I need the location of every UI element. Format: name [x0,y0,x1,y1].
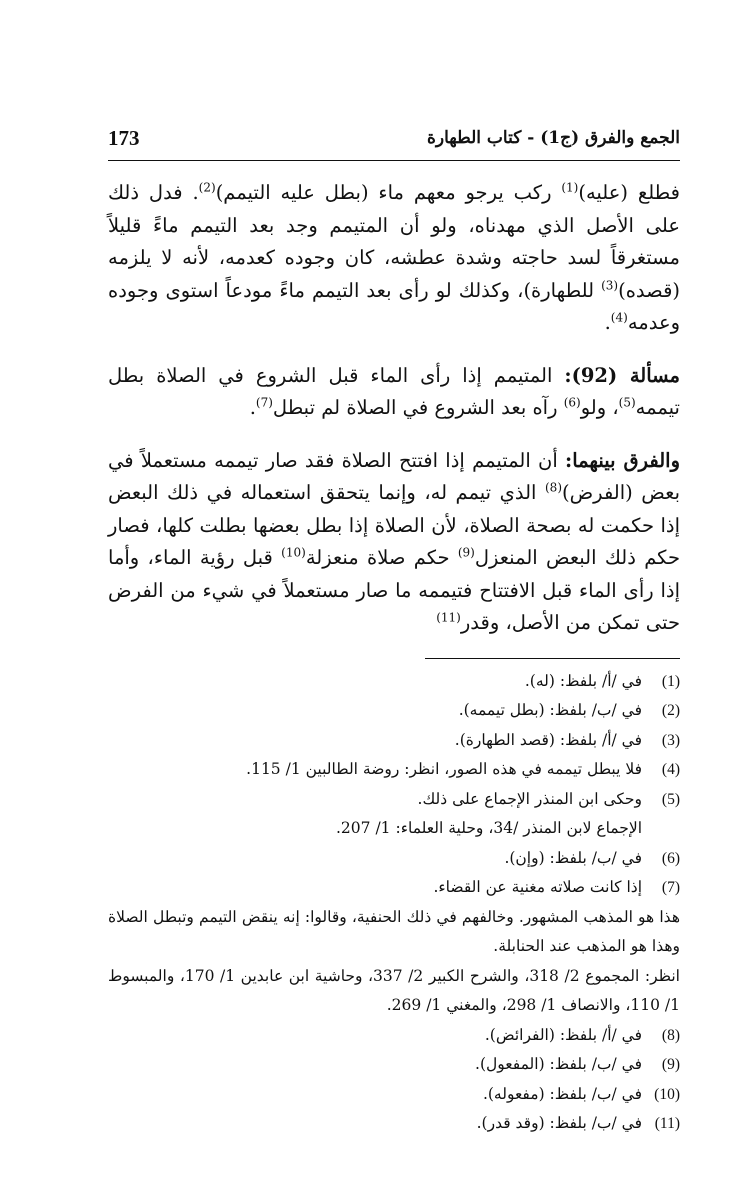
footnote-text: في /أ/ بلفظ: (له). [524,671,642,690]
footnote-number: (7) [661,879,680,896]
footnote-ref-7: (7) [255,395,273,410]
paragraph-1 [108,177,680,340]
text-run: ، ولو [580,396,619,419]
footnote-item [108,696,680,726]
footnote-separator [425,658,680,659]
running-title: الجمع والفرق (ج1) - كتاب الطهارة [427,128,680,148]
main-text [108,177,680,640]
footnote-ref-5: (5) [618,395,636,410]
text-run: فطلع (عليه) [578,181,680,204]
footnote-number: (3) [661,731,680,749]
footnote-continuation: انظر: المجموع 2/ 318، والشرح الكبير 2/ 337، وحاشية ابن عابدين 1/ 170، والمبسوط 1/ 110، والانصاف 1/ 298، والمغني 1/ 269. [108,966,680,1014]
footnote-ref-11: (11) [436,610,461,625]
text-run: حكم صلاة منعزلة [305,546,458,569]
issue-label: مسألة (92): [564,363,680,387]
footnote-item [108,844,680,874]
footnote-number: (9) [661,1056,680,1073]
footnote-text: في /أ/ بلفظ: (قصد الطهارة). [454,730,642,749]
footnotes-list [108,667,680,1139]
footnote-ref-1: (1) [561,180,579,195]
text-run: أن المتيمم إذا افتتح الصلاة فقد صار تيممه مستعملاً في بعض (الفرض) [108,448,681,504]
text-run: قبل رؤية الماء، وأما إذا رأى الماء قبل الافتتاح فتيممه ما صار مستعملاً في شيء من الفرض حتى تمكن من الأصل، وقدر [108,546,680,634]
footnote-number: (11) [654,1115,680,1132]
text-run: . فدل ذلك على الأصل الذي مهدناه، ولو أن المتيمم وجد بعد التيمم ماءً قليلاً مستغرقاً لسد حاجته وشدة عطشه، كان وجوده كعدمه، لأنه لا يلزمه (قصده) [108,181,680,302]
footnote-text: في /أ/ بلفظ: (الفرائض). [484,1025,642,1044]
footnote-text: إذا كانت صلاته مغنية عن القضاء. [433,878,642,896]
footnote-number: (1) [661,672,680,690]
footnote-text: في /ب/ بلفظ: (وإن). [504,848,642,867]
footnote-number: (2) [661,702,680,719]
text-run: للطهارة)، وكذلك لو رأى بعد التيمم ماءً مودعاً استوى وجوده وعدمه [108,278,680,334]
book-page [108,120,680,1139]
footnote-number: (10) [654,1085,680,1103]
footnote-text: في /ب/ بلفظ: (وقد قدر). [476,1114,642,1132]
footnote-ref-6: (6) [563,395,581,410]
footnote-item [108,873,680,903]
footnote-text: في /ب/ بلفظ: (مفعوله). [482,1084,642,1103]
footnote-ref-3: (3) [601,278,619,292]
footnote-item [108,755,680,785]
footnote-item [108,1080,680,1110]
text-run: المتيمم إذا رأى الماء قبل الشروع في الصلاة بطل تيممه [108,363,680,419]
footnote-ref-2: (2) [198,180,216,195]
page-header [108,120,680,161]
footnote-item [108,667,680,697]
footnote-item [108,1021,680,1051]
footnote-number: (5) [661,790,680,808]
footnote-text: في /ب/ بلفظ: (بطل تيممه). [458,701,642,719]
footnote-ref-4: (4) [610,310,628,325]
footnote-ref-9: (9) [457,545,475,560]
footnote-number: (4) [661,761,680,778]
footnote-number: (6) [661,849,680,867]
footnote-item [108,726,680,756]
footnote-continuation: الإجماع لابن المنذر /34، وحلية العلماء: 1/ 207. [335,819,642,837]
footnote-ref-8: (8) [544,480,562,495]
footnote-ref-10: (10) [281,545,306,560]
footnote-item [108,1109,680,1139]
text-run: رآه بعد الشروع في الصلاة لم تبطل [272,396,564,419]
footnote-continuation: هذا هو المذهب المشهور. وخالفهم في ذلك الحنفية، وقالوا: إنه ينقض التيمم وتبطل الصلاة وهذا هو المذهب عند الحنابلة. [108,907,680,955]
footnote-item [108,785,680,815]
text-run: . [604,311,611,334]
paragraph-2 [108,360,680,425]
footnote-number: (8) [661,1026,680,1044]
text-run: . [249,396,256,419]
footnote-text: فلا يبطل تيممه في هذه الصور، انظر: روضة الطالبين 1/ 115. [246,760,642,778]
text-run: الذي تيمم له، وإنما يتحقق استعماله في ذلك البعض إذا حكمت له بصحة الصلاة، لأن الصلاة إذا بطل بعضها بطلت كلها، فصار حكم ذلك البعض المنعزل [108,481,680,569]
difference-label: والفرق بينهما: [565,448,680,472]
paragraph-3 [108,445,680,640]
text-run: ركب يرجو معهم ماء (بطل عليه التيمم) [215,181,562,204]
footnote-item [108,1050,680,1080]
footnote-text: وحكى ابن المنذر الإجماع على ذلك. [417,789,642,808]
footnote-text: في /ب/ بلفظ: (المفعول). [475,1055,642,1073]
page-number: 173 [108,126,140,150]
